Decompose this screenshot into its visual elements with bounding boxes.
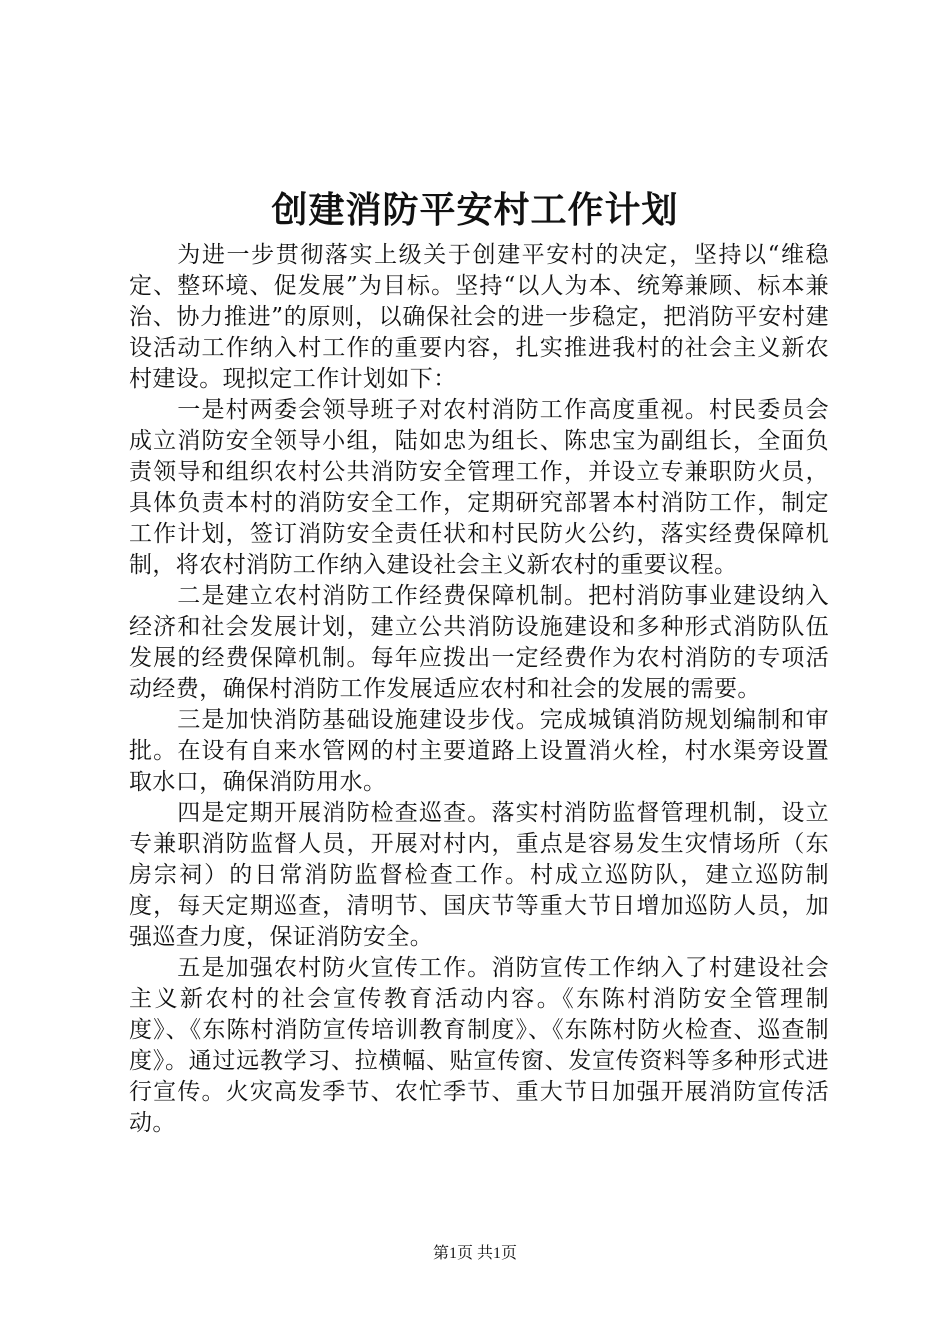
paragraph-item-2: 二是建立农村消防工作经费保障机制。把村消防事业建设纳入经济和社会发展计划，建立公共消防设施建设和多种形式消防队伍发展的经费保障机制。每年应拨出一定经费作为农村消防的专项活动经费，确保村消防工作发展适应农村和社会的发展的需要。 [129, 583, 829, 702]
paragraph-item-4: 四是定期开展消防检查巡查。落实村消防监督管理机制，设立专兼职消防监督人员，开展对村内，重点是容易发生灾情场所（东房宗祠）的日常消防监督检查工作。村成立巡防队，建立巡防制度，每天定期巡查，清明节、国庆节等重大节日增加巡防人员，加强巡查力度，保证消防安全。 [129, 800, 829, 950]
paragraph-item-3: 三是加快消防基础设施建设步伐。完成城镇消防规划编制和审批。在设有自来水管网的村主要道路上设置消火栓，村水渠旁设置取水口，确保消防用水。 [129, 707, 829, 795]
document-title: 创建消防平安村工作计划 [271, 189, 679, 231]
paragraph-intro: 为进一步贯彻落实上级关于创建平安村的决定，坚持以“维稳定、整环境、促发展”为目标。坚持“以人为本、统筹兼顾、标本兼治、协力推进”的原则，以确保社会的进一步稳定，把消防平安村建设活动工作纳入村工作的重要内容，扎实推进我村的社会主义新农村建设。现拟定工作计划如下： [129, 242, 829, 392]
page-number-footer: 第1页 共1页 [432, 1245, 517, 1262]
paragraph-item-1: 一是村两委会领导班子对农村消防工作高度重视。村民委员会成立消防安全领导小组，陆如忠为组长、陈忠宝为副组长，全面负责领导和组织农村公共消防安全管理工作，并设立专兼职防火员，具体负责本村的消防安全工作，定期研究部署本村消防工作，制定工作计划，签订消防安全责任状和村民防火公约，落实经费保障机制，将农村消防工作纳入建设社会主义新农村的重要议程。 [129, 397, 829, 578]
paragraph-item-5: 五是加强农村防火宣传工作。消防宣传工作纳入了村建设社会主义新农村的社会宣传教育活动内容。《东陈村消防安全管理制度》、《东陈村消防宣传培训教育制度》、《东陈村防火检查、巡查制度》。通过远教学习、拉横幅、贴宣传窗、发宣传资料等多种形式进行宣传。火灾高发季节、农忙季节、重大节日加强开展消防宣传活动。 [129, 955, 829, 1136]
document-body [129, 240, 829, 1139]
